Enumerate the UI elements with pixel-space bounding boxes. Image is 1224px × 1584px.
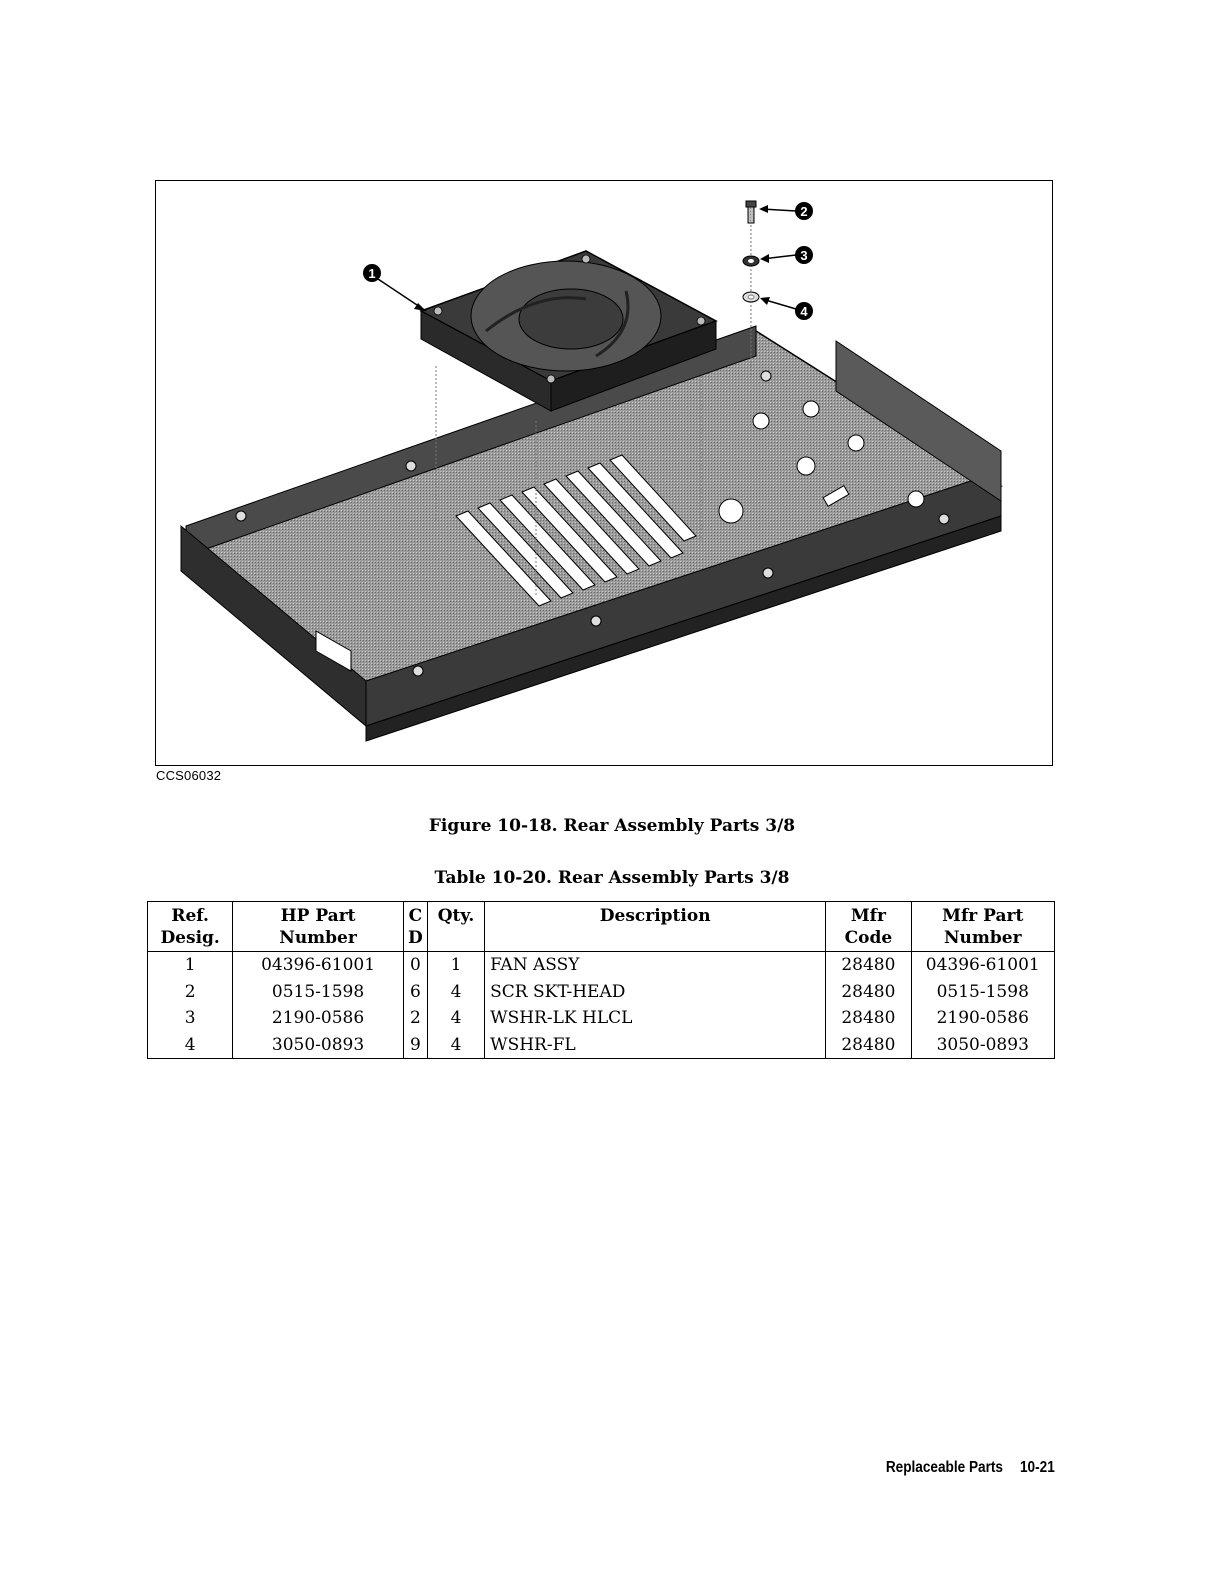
cell-description: SCR SKT-HEAD bbox=[485, 979, 826, 1006]
footer-page-number: 10-21 bbox=[1020, 1459, 1055, 1476]
figure-caption: Figure 10-18. Rear Assembly Parts 3/8 bbox=[428, 816, 796, 836]
footer-section-title: Replaceable Parts bbox=[886, 1459, 1004, 1476]
cell-qty: 4 bbox=[427, 1005, 484, 1032]
cell-hp-part: 3050-0893 bbox=[233, 1032, 404, 1059]
figure-code: CCS06032 bbox=[156, 768, 222, 783]
cell-hp-part: 04396-61001 bbox=[233, 952, 404, 979]
figure-frame bbox=[155, 180, 1053, 766]
callout-3 bbox=[760, 246, 813, 264]
cell-description: FAN ASSY bbox=[485, 952, 826, 979]
callout-4-label: 4 bbox=[800, 304, 808, 319]
callout-4 bbox=[760, 297, 813, 320]
cell-cd: 6 bbox=[403, 979, 427, 1006]
cell-description: WSHR-FL bbox=[485, 1032, 826, 1059]
table-row bbox=[148, 979, 1055, 1006]
cell-mfr-part: 0515-1598 bbox=[911, 979, 1054, 1006]
rear-assembly-illustration bbox=[156, 181, 1054, 767]
cell-qty: 4 bbox=[427, 1032, 484, 1059]
cell-cd: 0 bbox=[403, 952, 427, 979]
col-header-ref: Ref. Desig. bbox=[148, 902, 233, 952]
callout-1-label: 1 bbox=[368, 266, 376, 281]
callout-2-label: 2 bbox=[800, 204, 808, 219]
cell-hp-part: 0515-1598 bbox=[233, 979, 404, 1006]
cell-cd: 2 bbox=[403, 1005, 427, 1032]
col-header-mfr-code: Mfr Code bbox=[826, 902, 911, 952]
col-header-description: Description bbox=[485, 902, 826, 952]
table-header-row bbox=[148, 902, 1055, 952]
cell-mfr-part: 3050-0893 bbox=[911, 1032, 1054, 1059]
parts-table bbox=[147, 901, 1055, 1059]
cell-ref: 3 bbox=[148, 1005, 233, 1032]
cell-cd: 9 bbox=[403, 1032, 427, 1059]
callout-1 bbox=[363, 264, 426, 311]
callout-3-label: 3 bbox=[800, 248, 808, 263]
cell-description: WSHR-LK HLCL bbox=[485, 1005, 826, 1032]
cell-ref: 1 bbox=[148, 952, 233, 979]
cell-mfr-code: 28480 bbox=[826, 979, 911, 1006]
cell-mfr-code: 28480 bbox=[826, 1005, 911, 1032]
cell-qty: 4 bbox=[427, 979, 484, 1006]
col-header-qty: Qty. bbox=[427, 902, 484, 952]
page-footer bbox=[886, 1459, 1055, 1477]
cell-mfr-part: 04396-61001 bbox=[911, 952, 1054, 979]
table-row bbox=[148, 1005, 1055, 1032]
col-header-cd: C D bbox=[403, 902, 427, 952]
cell-hp-part: 2190-0586 bbox=[233, 1005, 404, 1032]
table-caption: Table 10-20. Rear Assembly Parts 3/8 bbox=[434, 868, 790, 888]
callout-2 bbox=[759, 202, 813, 220]
cell-ref: 2 bbox=[148, 979, 233, 1006]
col-header-hp-part: HP Part Number bbox=[233, 902, 404, 952]
table-row bbox=[148, 1032, 1055, 1059]
cell-mfr-code: 28480 bbox=[826, 1032, 911, 1059]
cell-mfr-part: 2190-0586 bbox=[911, 1005, 1054, 1032]
col-header-mfr-part: Mfr Part Number bbox=[911, 902, 1054, 952]
cell-qty: 1 bbox=[427, 952, 484, 979]
table-row bbox=[148, 952, 1055, 979]
cell-mfr-code: 28480 bbox=[826, 952, 911, 979]
cell-ref: 4 bbox=[148, 1032, 233, 1059]
